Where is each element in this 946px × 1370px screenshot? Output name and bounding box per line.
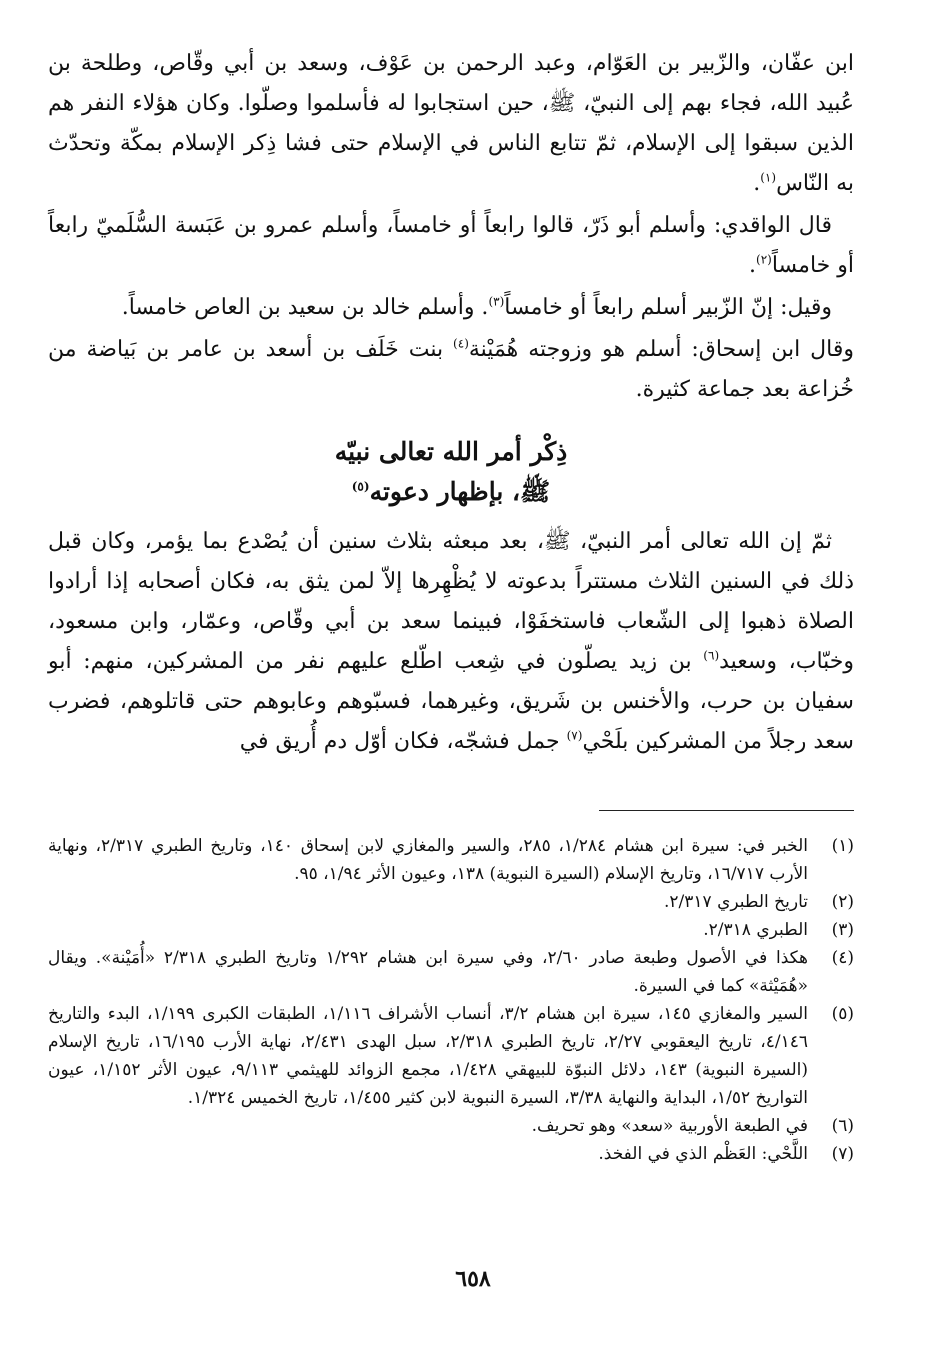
heading-line <box>48 472 854 512</box>
paragraph-text: بن زيد يصلّون في شِعب اطّلع عليهم نفر من المشركين، منهم: أبو سفيان بن حرب، والأخنس بن شَريق، وغيرهما، فسبّوهم وعابوهم حتى قاتلوهم، فضرب سعد رجلاً من المشركين بلَحْي <box>48 649 854 754</box>
footnote-text: اللَّحْي: العَظْم الذي في الفخذ. <box>598 1144 808 1164</box>
paragraph-text: جمل فشجّه، فكان أوّل دم أُريق في <box>239 729 567 754</box>
paragraph <box>48 288 854 328</box>
footnote <box>48 1140 854 1168</box>
footnote-number: (٦) <box>831 1116 854 1136</box>
footnote <box>48 888 854 916</box>
paragraph-text: بنت خَلَف بن أسعد بن عامر بن بَياضة من خُزاعة بعد جماعة كثيرة. <box>48 337 854 402</box>
section-heading <box>48 432 854 512</box>
footnote-text: هكذا في الأصول وطبعة صادر ٢/٦٠، وفي سيرة ابن هشام ١/٢٩٢ وتاريخ الطبري ٢/٣١٨ «أُمَيْنة». ويقال «هُمَيْثة» كما في السيرة. <box>48 948 808 996</box>
footnote-number: (٣) <box>831 920 854 940</box>
footnote <box>48 916 854 944</box>
footnote-text: السير والمغازي ١٤٥، سيرة ابن هشام ٣/٢، أنساب الأشراف ١/١١٦، الطبقات الكبرى ١/١٩٩، البدء والتاريخ ٤/١٤٦، تاريخ اليعقوبي ٢/٢٧، تاريخ الطبري ٢/٣١٨، سبل الهدى ٢/٤٣١، نهاية الأرب ١٦/١٩٥، تاريخ الإسلام (السيرة النبوية) ١٤٣، دلائل النبوّة للبيهقي ١/٤٢٨، مجمع الزوائد للهيثمي ٩/١١٣، عيون الأثر ١/١٥٢، عيون التواريخ ١/٥٢، البداية والنهاية ٣/٣٨، السيرة النبوية لابن كثير ١/٤٥٥، تاريخ الخميس ١/٣٢٤. <box>48 1004 809 1108</box>
footnote-number: (٤) <box>831 948 854 968</box>
footnote-divider <box>599 810 854 811</box>
footnote-text: الطبري ٢/٣١٨. <box>703 920 808 940</box>
footnote-text: في الطبعة الأوربية «سعد» وهو تحريف. <box>531 1116 808 1136</box>
main-text <box>48 44 854 762</box>
paragraph: قال الواقدي: وأسلم أبو ذَرّ، قالوا رابعاً أو خامساً، وأسلم عمرو بن عَبَسة السُّلَميّ رابعاً أو خامساً$^{(٢)}$. <box>48 213 854 278</box>
heading-line: ذِكْر أمر الله تعالى نبيّه <box>334 437 568 466</box>
paragraph-text: . وأسلم خالد بن سعيد بن العاص خامساً. <box>121 295 489 320</box>
footnote-number: (٢) <box>831 892 854 912</box>
footnote <box>48 1000 854 1112</box>
paragraph: ابن عفّان، والزّبير بن العَوّام، وعبد الرحمن بن عَوْف، وسعد بن أبي وقّاص، وطلحة بن عُبيد الله، فجاء بهم إلى النبيّ، ﷺ، حين استجابوا له فأسلموا وصلّوا. وكان هؤلاء النفر هم الذين سبقوا إلى الإسلام، ثمّ تتابع الناس في الإسلام حتى فشا ذِكر الإسلام بمكّة وتحدّث به النّاس$^{(١)}$. <box>48 51 854 196</box>
footnote-text: تاريخ الطبري ٢/٣١٧. <box>664 892 808 912</box>
page-number: ٦٥٨ <box>455 1266 491 1292</box>
footnote <box>48 944 854 1000</box>
footnote-ref: (٧) <box>566 728 583 743</box>
footnote-number: (٥) <box>831 1004 854 1024</box>
footnote-ref: (٥) <box>351 479 370 494</box>
footnote-number: (٧) <box>831 1144 854 1164</box>
footnote <box>48 1112 854 1140</box>
footnote-ref: (٢) <box>756 252 772 267</box>
footnote-ref: (٦) <box>703 648 720 663</box>
footnote <box>48 832 854 888</box>
footnote-ref: (٤) <box>453 336 469 351</box>
footnote-ref: (٣) <box>488 294 505 309</box>
paragraph-text: قال الواقدي: وأسلم أبو ذَرّ، قالوا رابعاً أو خامساً، وأسلم عمرو بن عَبَسة السُّلَميّ رابعاً أو خامساً <box>48 213 854 278</box>
paragraph-text: وقال ابن إسحاق: أسلم هو وزوجته هُمَيْنة <box>468 337 854 362</box>
paragraph-text: ابن عفّان، والزّبير بن العَوّام، وعبد الرحمن بن عَوْف، وسعد بن أبي وقّاص، وطلحة بن عُبيد الله، فجاء بهم إلى النبيّ، ﷺ، حين استجابوا له فأسلموا وصلّوا. وكان هؤلاء النفر هم الذين سبقوا إلى الإسلام، ثمّ تتابع الناس في الإسلام حتى فشا ذِكر الإسلام بمكّة وتحدّث به النّاس <box>48 51 854 196</box>
paragraph-text: وقيل: إنّ الزّبير أسلم رابعاً أو خامساً <box>504 295 832 320</box>
footnote-ref: (١) <box>760 170 777 185</box>
paragraph <box>48 330 854 410</box>
footnote-number: (١) <box>831 836 854 856</box>
paragraph-text: ثمّ إن الله تعالى أمر النبيّ، ﷺ، بعد مبعثه بثلاث سنين أن يُصْدع بما يؤمر، وكان قبل ذلك في السنين الثلاث مستتراً بدعوته لا يُظْهِرها إلاّ لمن يثق به، فكان أصحابه إذا أرادوا الصلاة ذهبوا إلى الشّعاب فاستخفَوْا، فبينما سعد بن أبي وقّاص، وعمّار، وابن مسعود، وخبّاب، وسعيد <box>48 529 855 674</box>
footnote-text: الخبر في: سيرة ابن هشام ١/٢٨٤، ٢٨٥، والسير والمغازي لابن إسحاق ١٤٠، وتاريخ الطبري ٢/٣١٧، ونهاية الأرب ١٦/٧١٧، وتاريخ الإسلام (السيرة النبوية) ١٣٨، وعيون الأثر ١/٩٤، ٩٥. <box>48 836 809 884</box>
footnotes <box>48 832 854 1168</box>
paragraph <box>48 522 854 762</box>
heading-text: ﷺ، بإظهار دعوته <box>369 477 551 506</box>
